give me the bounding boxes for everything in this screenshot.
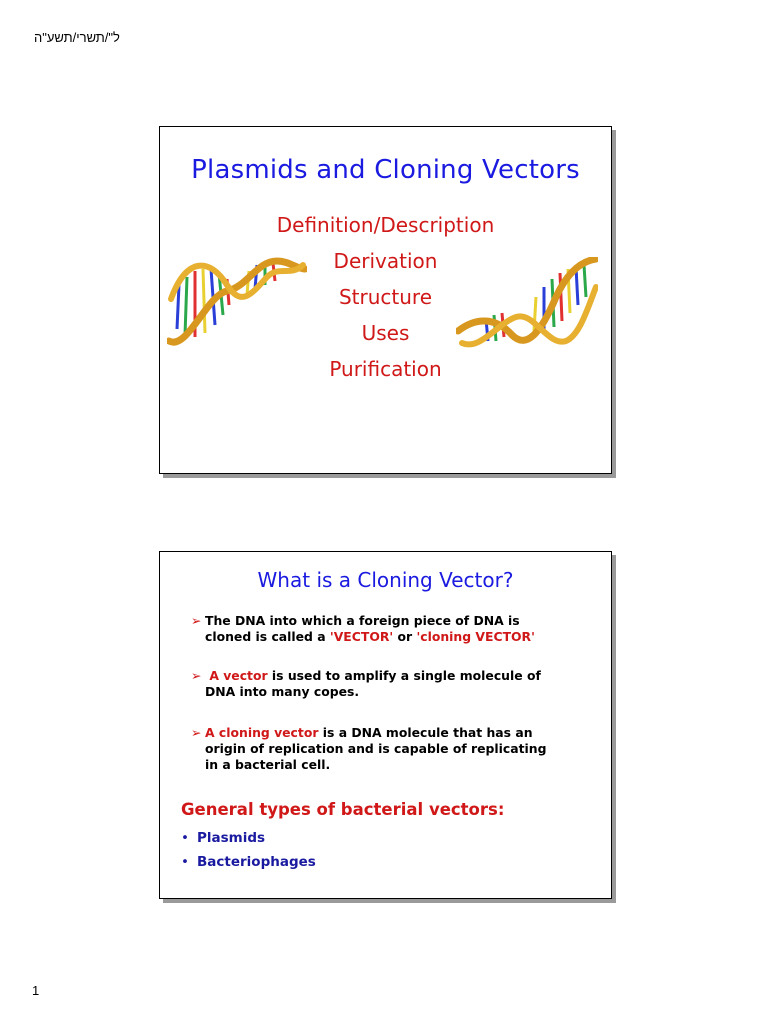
bullet-cloning-vector: ➢ A cloning vector is a DNA molecule that has an origin of replication and is capable of replicating in a bacterial cell. <box>191 725 547 772</box>
topic-item: Derivation <box>333 249 438 273</box>
arrow-bullet-icon: ➢ <box>191 725 202 740</box>
bullet-vector-definition: ➢ The DNA into which a foreign piece of DNA is cloned is called a 'VECTOR' or 'cloning VECTOR' <box>191 613 535 644</box>
page-number: 1 <box>32 983 40 998</box>
slide-1 <box>159 126 612 474</box>
vector-type-item: • Bacteriophages <box>181 854 316 870</box>
header-date: ל"/תשרי/תשע"ה <box>34 30 120 45</box>
arrow-bullet-icon: ➢ <box>191 613 202 628</box>
bullet-dot-icon: • <box>181 854 189 870</box>
slide-2 <box>159 551 612 899</box>
vector-types-heading: General types of bacterial vectors: <box>181 800 505 819</box>
topic-item: Purification <box>329 357 442 381</box>
slide-title: What is a Cloning Vector? <box>257 568 514 592</box>
vector-type-item: • Plasmids <box>181 830 266 846</box>
topic-list <box>160 210 611 390</box>
arrow-bullet-icon: ➢ <box>191 668 202 683</box>
bullet-dot-icon: • <box>181 830 189 846</box>
bullet-vector-use: ➢ A vector is used to amplify a single molecule of DNA into many copes. <box>191 668 541 699</box>
topic-item: Structure <box>338 285 433 309</box>
topic-item: Uses <box>361 321 410 345</box>
vector-types-list <box>181 828 316 876</box>
topic-item: Definition/Description <box>276 213 495 237</box>
slide-title: Plasmids and Cloning Vectors <box>191 155 580 185</box>
